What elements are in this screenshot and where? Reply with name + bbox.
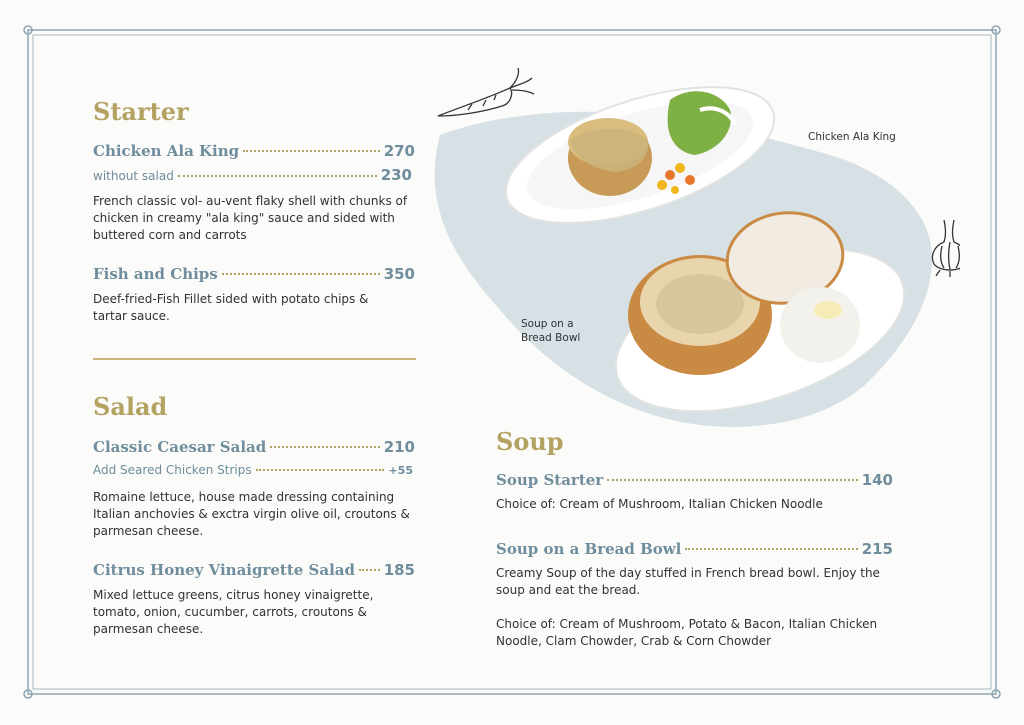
dot-leader [178, 175, 377, 177]
item-description: Deef-fried-Fish Fillet sided with potato chips & tartar sauce. [93, 292, 369, 323]
photo-caption-chicken: Chicken Ala King [808, 131, 896, 143]
food-photo-area [400, 40, 960, 440]
menu-item-chicken-ala-king [93, 142, 415, 160]
item-description: French classic vol- au-vent flaky shell with chunks of chicken in creamy "ala king" sauce and sided with buttered corn and carrots [93, 194, 408, 242]
starter-heading: Starter [93, 97, 189, 126]
option-price: +55 [388, 464, 413, 477]
item-price: 270 [383, 142, 415, 160]
caption-line: Soup on a [521, 318, 574, 330]
item-name: Soup Starter [496, 471, 604, 489]
item-price: 210 [383, 438, 415, 456]
item-name: Chicken Ala King [93, 142, 240, 160]
item-price: 350 [383, 265, 415, 283]
item-price: 185 [383, 561, 415, 579]
dot-leader [359, 569, 380, 571]
section-divider [93, 358, 416, 360]
menu-item-citrus-honey-salad [93, 561, 415, 579]
dot-leader [607, 479, 857, 481]
garlic-icon [932, 220, 960, 277]
menu-item-classic-caesar-salad [93, 438, 415, 456]
dot-leader [243, 150, 380, 152]
item-name: Fish and Chips [93, 265, 218, 283]
menu-item-soup-bread-bowl [496, 540, 893, 558]
photo-caption-soup [521, 317, 580, 345]
item-name: Citrus Honey Vinaigrette Salad [93, 561, 356, 579]
menu-option-seared-chicken [93, 463, 413, 477]
item-description: Creamy Soup of the day stuffed in French bread bowl. Enjoy the soup and eat the bread. [496, 566, 880, 597]
carrot-icon [438, 68, 534, 116]
item-name: Soup on a Bread Bowl [496, 540, 682, 558]
item-description: Romaine lettuce, house made dressing containing Italian anchovies & exctra virgin olive oil, croutons & parmesan cheese. [93, 490, 410, 538]
item-choices: Choice of: Cream of Mushroom, Potato & Bacon, Italian Chicken Noodle, Clam Chowder, Crab & Corn Chowder [496, 617, 878, 648]
option-price: 230 [380, 166, 412, 184]
item-description: Mixed lettuce greens, citrus honey vinaigrette, tomato, onion, cucumber, carrots, croutons & parmesan cheese. [93, 588, 374, 636]
option-name: Add Seared Chicken Strips [93, 463, 252, 477]
item-name: Classic Caesar Salad [93, 438, 267, 456]
item-price: 140 [861, 471, 893, 489]
dot-leader [270, 446, 379, 448]
option-name: without salad [93, 169, 174, 183]
item-price: 215 [861, 540, 893, 558]
menu-item-soup-starter [496, 471, 893, 489]
dot-leader [222, 273, 380, 275]
menu-option-without-salad [93, 166, 412, 184]
dot-leader [256, 469, 385, 471]
salad-heading: Salad [93, 392, 168, 421]
item-description: Choice of: Cream of Mushroom, Italian Chicken Noodle [496, 497, 823, 511]
soup-heading: Soup [496, 427, 564, 456]
menu-item-fish-and-chips [93, 265, 415, 283]
dot-leader [685, 548, 857, 550]
caption-line: Bread Bowl [521, 332, 581, 344]
